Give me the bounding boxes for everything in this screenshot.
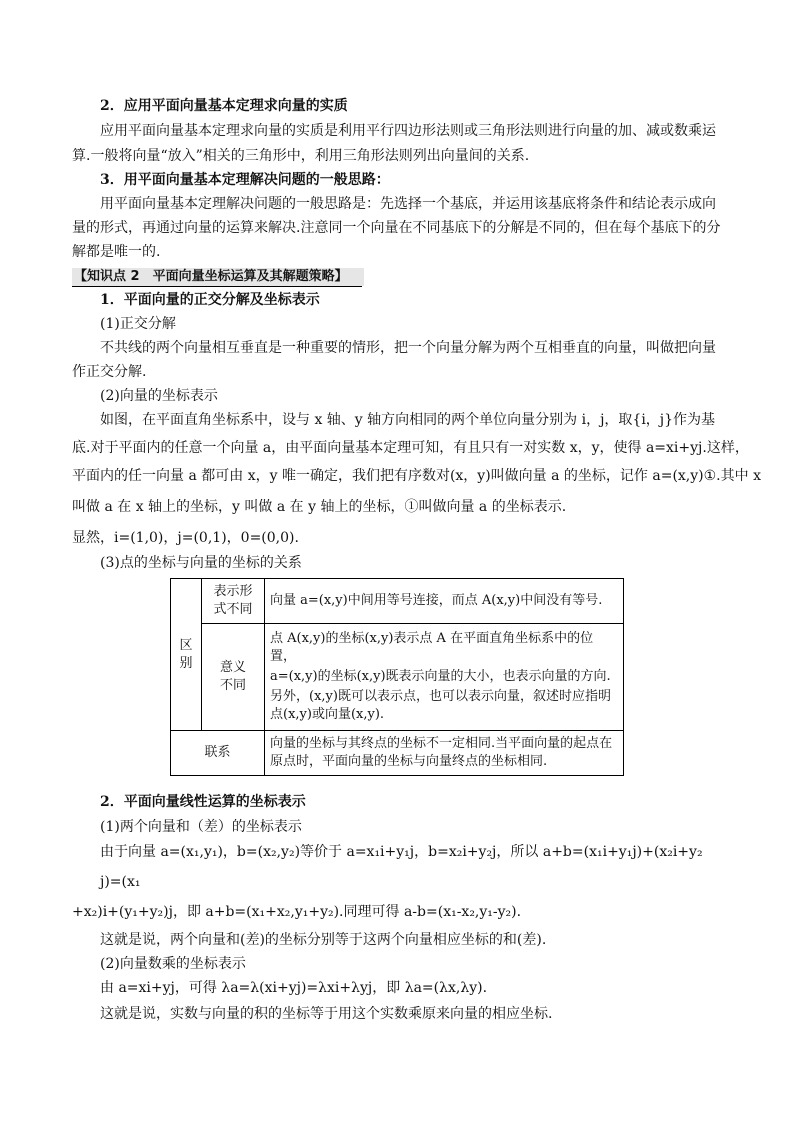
relation-table <box>170 578 624 776</box>
coordinate-paragraph-line-1: 如图，在平面直角坐标系中，设与 x 轴、y 轴方向相同的两个单位向量分别为 i，j，取{i，j}作为基 <box>100 412 716 428</box>
section-2-paragraph-line-2: 算.一般将向量“放入”相关的三角形中，利用三角形法则列出向量间的关系. <box>72 148 530 164</box>
table-form-value-cell <box>265 579 624 624</box>
table-difference-label <box>171 579 202 731</box>
section-3-paragraph-line-1: 用平面向量基本定理解决问题的一般思路是：先选择一个基底，并运用该基底将条件和结论表示成向 <box>100 196 716 212</box>
subheading-coordinate: (2)向量的坐标表示 <box>100 388 218 404</box>
coordinate-paragraph-line-2: 底.对于平面内的任意一个向量 a，由平面向量基本定理可知，有且只有一对实数 x，y，使得 a=xi+yj.这样， <box>72 440 749 456</box>
table-relation-value: 向量的坐标与其终点的坐标不一定相同.当平面向量的起点在原点时，平面向量的坐标与向量终点的坐标相同. <box>270 736 613 769</box>
table-meaning-line-1: 点 A(x,y)的坐标(x,y)表示点 A 在平面直角坐标系中的位置， <box>270 631 594 664</box>
table-form-value: 向量 a=(x,y)中间用等号连接，而点 A(x,y)中间没有等号. <box>270 593 603 608</box>
sum-formula-line-1: 由于向量 a=(x₁,y₁)，b=(x₂,y₂)等价于 a=x₁i+y₁j，b=x₂i+y₂j，所以 a+b=(x₁i+y₁j)+(x₂i+y₂ <box>100 844 703 860</box>
table-meaning-value-cell <box>265 624 624 731</box>
sum-formula-line-2: j)=(x₁ <box>100 874 141 890</box>
table-meaning-line-2: a=(x,y)的坐标(x,y)既表示向量的大小，也表示向量的方向. <box>270 669 611 684</box>
kp2-heading-1: 1．平面向量的正交分解及坐标表示 <box>100 292 320 308</box>
table-meaning-line-3: 另外，(x,y)既可以表示点，也可以表示向量，叙述时应指明点(x,y)或向量(x,y). <box>270 689 611 722</box>
scalar-formula-line: 由 a=xi+yj，可得 λa=λ(xi+yj)=λxi+λyj，即 λa=(λx,λy). <box>100 980 488 996</box>
table-relation-key: 联系 <box>204 745 231 760</box>
knowledge-point-underline <box>72 286 362 287</box>
table-form-key: 表示形 式不同 <box>213 584 253 617</box>
coordinate-paragraph-line-3: 平面内的任一向量 a 都可由 x，y 唯一确定，我们把有序数对(x，y)叫做向量 a 的坐标，记作 a=(x,y)①.其中 x <box>72 468 761 484</box>
subheading-point-vs-vector: (3)点的坐标与向量的坐标的关系 <box>100 555 302 571</box>
orthogonal-paragraph-line-2: 作正交分解. <box>72 364 147 380</box>
subheading-scalar-multiplication: (2)向量数乘的坐标表示 <box>100 956 246 972</box>
table-meaning-key: 意义 不同 <box>219 660 246 693</box>
scalar-conclusion: 这就是说，实数与向量的积的坐标等于用这个实数乘原来向量的相应坐标. <box>100 1006 553 1022</box>
coordinate-paragraph-line-4: 叫做 a 在 x 轴上的坐标，y 叫做 a 在 y 轴上的坐标，①叫做向量 a 的坐标表示. <box>72 499 567 515</box>
section-3-heading: 3．用平面向量基本定理解决问题的一般思路： <box>100 172 390 188</box>
table-relation-value-cell <box>265 731 624 776</box>
obvious-basis-values: 显然，i=(1,0)，j=(0,1)，0=(0,0). <box>72 530 299 546</box>
subheading-sum-difference: (1)两个向量和（差）的坐标表示 <box>100 819 302 835</box>
section-2-paragraph-line-1: 应用平面向量基本定理求向量的实质是利用平行四边形法则或三角形法则进行向量的加、减或数乘运 <box>100 123 716 139</box>
knowledge-point-banner: 【知识点 2 平面向量坐标运算及其解题策略】 <box>72 268 364 286</box>
sum-formula-line-3: +x₂)i+(y₁+y₂)j，即 a+b=(x₁+x₂,y₁+y₂).同理可得 a-b=(x₁-x₂,y₁-y₂). <box>72 904 522 920</box>
table-difference-text: 区 别 <box>179 637 193 671</box>
subheading-orthogonal: (1)正交分解 <box>100 316 176 332</box>
table-meaning-key-cell <box>202 624 265 731</box>
kp2-heading-2: 2．平面向量线性运算的坐标表示 <box>100 794 306 810</box>
sum-conclusion: 这就是说，两个向量和(差)的坐标分别等于这两个向量相应坐标的和(差). <box>100 932 547 948</box>
section-3-paragraph-line-2: 量的形式，再通过向量的运算来解决.注意同一个向量在不同基底下的分解是不同的，但在每个基底下的分 <box>72 220 721 236</box>
table-relation-key-cell <box>171 731 265 776</box>
section-2-heading: 2．应用平面向量基本定理求向量的实质 <box>100 98 348 114</box>
section-3-paragraph-line-3: 解都是唯一的. <box>72 244 161 260</box>
orthogonal-paragraph-line-1: 不共线的两个向量相互垂直是一种重要的情形，把一个向量分解为两个互相垂直的向量，叫做把向量 <box>100 340 716 356</box>
table-form-key-cell <box>202 579 265 624</box>
